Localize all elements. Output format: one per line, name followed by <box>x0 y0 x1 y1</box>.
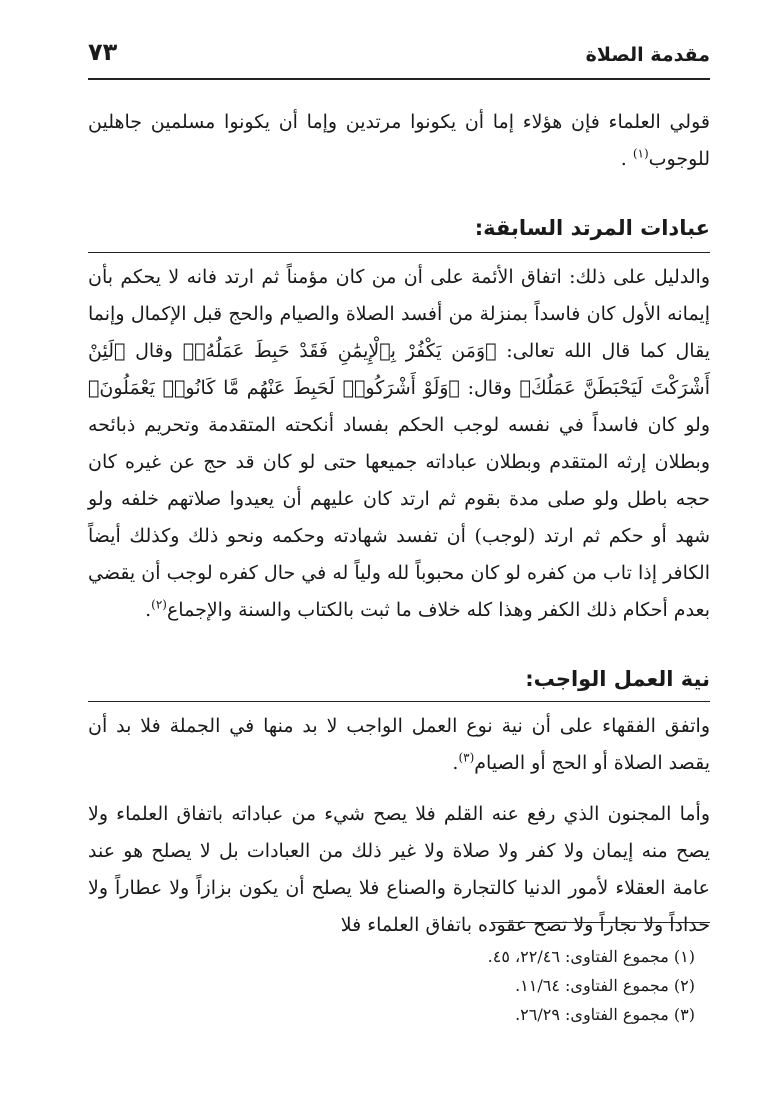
page-header <box>88 38 710 74</box>
footnote-ref-2: (٢) <box>151 597 167 612</box>
page-body <box>88 104 710 944</box>
footnote-divider <box>491 922 710 923</box>
paragraph-1-text: قولي العلماء فإن هؤلاء إما أن يكونوا مرتدين وإما أن يكونوا مسلمين جاهلين للوجوب <box>88 111 710 170</box>
paragraph-1 <box>88 104 710 178</box>
header-divider <box>88 78 710 80</box>
paragraph-1-end: . <box>620 148 627 170</box>
paragraph-4: وأما المجنون الذي رفع عنه القلم فلا يصح شيء من عباداته باتفاق العلماء ولا يصح منه إيمان ولا كفر ولا صلاة ولا غير ذلك من العبادات بل لا يصلح هو عند عامة العقلاء لأمور الدنيا كالتجارة والصناع فلا يصلح أن يكون بزازاً ولا عطاراً ولا حداداً ولا نجاراً ولا تصح عقوده باتفاق العلماء فلا <box>88 803 710 936</box>
paragraph-2-end: . <box>145 599 152 621</box>
footnote-ref-3: (٣) <box>458 750 475 765</box>
running-title: مقدمة الصلاة <box>585 44 710 66</box>
footnote-2: (٢) مجموع الفتاوى: ١١/٦٤. <box>515 976 695 995</box>
footnotes <box>300 942 695 1029</box>
footnote-3: (٣) مجموع الفتاوى: ٢٦/٢٩. <box>515 1005 695 1024</box>
section-heading-apostate-worship: عبادات المرتد السابقة: <box>474 216 710 240</box>
heading-divider-2 <box>88 701 710 702</box>
paragraph-3-end: . <box>452 752 459 774</box>
section-heading-intention: نية العمل الواجب: <box>525 667 710 691</box>
paragraph-3 <box>88 708 710 782</box>
footnote-ref-1: (١) <box>632 146 649 161</box>
heading-divider-1 <box>88 252 710 253</box>
footnote-1: (١) مجموع الفتاوى: ٢٢/٤٦، ٤٥. <box>487 947 695 966</box>
paragraph-2-text: والدليل على ذلك: اتفاق الأئمة على أن من كان مؤمناً ثم ارتد فانه لا يحكم بأن إيمانه الأول كان فاسداً بمنزلة من أفسد الصلاة والصيام والحج قبل الإكمال وإنما يقال كما قال الله تعالى: ﴿وَمَن يَكْفُرْ بِٱلْإِيمَٰنِ فَقَدْ حَبِطَ عَمَلُهُۥ﴾ وقال ﴿لَئِنْ أَشْرَكْتَ لَيَحْبَطَنَّ عَمَلُكَ﴾ وقال: ﴿وَلَوْ أَشْرَكُوا۟ لَحَبِطَ عَنْهُم مَّا كَانُوا۟ يَعْمَلُونَ﴾ ولو كان فاسداً في نفسه لوجب الحكم بفساد أنكحته المتقدمة وتحريم ذبائحه وبطلان إرثه المتقدم وبطلان عباداته جميعها حتى لو كان قد حج عن غيره كان حجه باطل ولو صلى مدة بقوم ثم ارتد كان عليهم أن يعيدوا صلاتهم خلفه ولو شهد أو حكم ثم ارتد (لوجب) أن تفسد شهادته وحكمه ونحو ذلك وكذلك أيضاً الكافر إذا تاب من كفره لو كان محبوباً لله ولياً له في حال كفره لوجب أن يقضي بعدم أحكام ذلك الكفر وهذا كله خلاف ما ثبت بالكتاب والسنة والإجماع <box>88 266 711 621</box>
page-number: ٧٣ <box>88 38 118 66</box>
paragraph-2 <box>88 259 710 629</box>
paragraph-3-text: واتفق الفقهاء على أن نية نوع العمل الواجب لا بد منها في الجملة فلا بد أن يقصد الصلاة أو الحج أو الصيام <box>88 715 710 774</box>
